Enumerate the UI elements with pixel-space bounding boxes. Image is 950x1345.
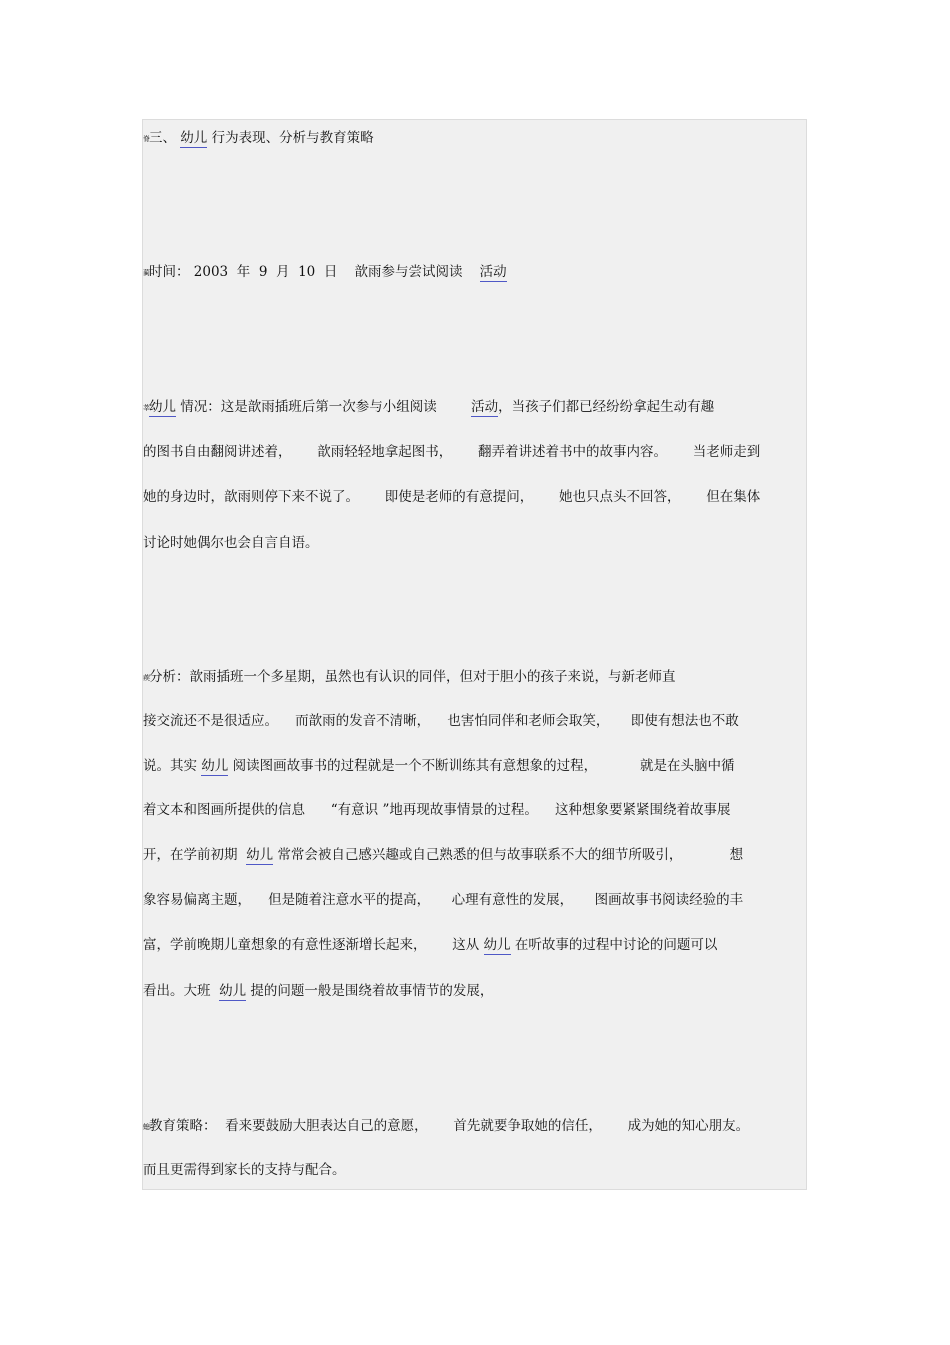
margin-mark: 螅 [143, 1123, 149, 1131]
situation-line-4: 讨论时她偶尔也会自言自语。 [143, 535, 319, 551]
analysis-text: 常常会被自己感兴趣或自己熟悉的但与故事联系不大的细节所吸引， 想 [273, 847, 744, 863]
heading-number: 三、 [149, 130, 181, 146]
heading-title: 行为表现、分析与教育策略 [207, 130, 374, 146]
situation-line-2: 的图书自由翻阅讲述着， 歆雨轻轻地拿起图书， 翻弄着讲述着书中的故事内容。 当老师走到 [143, 444, 761, 460]
situation-text: ，当孩子们都已经纷纷拿起生动有趣 [498, 399, 715, 415]
situation-text: 情况：这是歆雨插班后第一次参与小组阅读 [176, 399, 472, 415]
analysis-line-8 [143, 981, 493, 1001]
analysis-line-2: 接交流还不是很适应。 而歆雨的发音不清晰， 也害怕同伴和老师会取笑， 即使有想法也不敢 [143, 713, 739, 729]
strategy-line-1 [143, 1116, 749, 1137]
time-text: 时间： 2003 年 9 月 10 日 歆雨参与尝试阅读 [149, 264, 480, 280]
margin-mark: 莘 [143, 404, 149, 412]
activity-link[interactable]: 活动 [479, 264, 507, 280]
analysis-line-6: 象容易偏离主题， 但是随着注意水平的提高， 心理有意性的发展， 图画故事书阅读经验的丰 [143, 892, 744, 908]
situation-line-3: 她的身边时，歆雨则停下来不说了。 即使是老师的有意提问， 她也只点头不回答， 但在集体 [143, 489, 761, 505]
analysis-text: 提的问题一般是围绕着故事情节的发展， [246, 983, 494, 999]
strategy-line-2: 而且更需得到家长的支持与配合。 [143, 1162, 346, 1178]
activity-link[interactable]: 活动 [471, 399, 499, 415]
analysis-line-1 [143, 667, 676, 688]
term-link[interactable]: 幼儿 [246, 847, 274, 863]
term-link[interactable]: 幼儿 [483, 937, 511, 953]
term-link[interactable]: 幼儿 [180, 130, 208, 146]
analysis-line-5 [143, 845, 743, 865]
analysis-line-4: 着文本和图画所提供的信息 “有意识 ”地再现故事情景的过程。 这种想象要紧紧围绕着故事展 [143, 802, 731, 818]
term-link[interactable]: 幼儿 [149, 399, 176, 415]
term-link[interactable]: 幼儿 [219, 983, 247, 999]
strategy-text: 教育策略： 看来要鼓励大胆表达自己的意愿， 首先就要争取她的信任， 成为她的知心朋友。 [149, 1118, 750, 1134]
section-heading [143, 128, 374, 149]
margin-mark: 蔺 [143, 269, 149, 277]
analysis-text: 看出。大班 [143, 983, 220, 999]
margin-mark: 脊 [143, 135, 149, 143]
time-line [143, 262, 507, 283]
analysis-text: 阅读图画故事书的过程就是一个不断训练其有意想象的过程， 就是在头脑中循 [228, 758, 735, 774]
analysis-text: 在听故事的过程中讨论的问题可以 [510, 937, 718, 953]
situation-line-1 [143, 397, 714, 418]
term-link[interactable]: 幼儿 [201, 758, 229, 774]
analysis-line-3 [143, 756, 735, 776]
analysis-text: 说。其实 [143, 758, 202, 774]
analysis-line-7 [143, 935, 717, 955]
analysis-text: 分析：歆雨插班一个多星期，虽然也有认识的同伴，但对于胆小的孩子来说，与新老师直 [149, 669, 676, 685]
analysis-text: 富，学前晚期儿童想象的有意性逐渐增长起来， 这从 [143, 937, 484, 953]
analysis-text: 开，在学前初期 [143, 847, 247, 863]
margin-mark: 蒺 [143, 674, 149, 682]
